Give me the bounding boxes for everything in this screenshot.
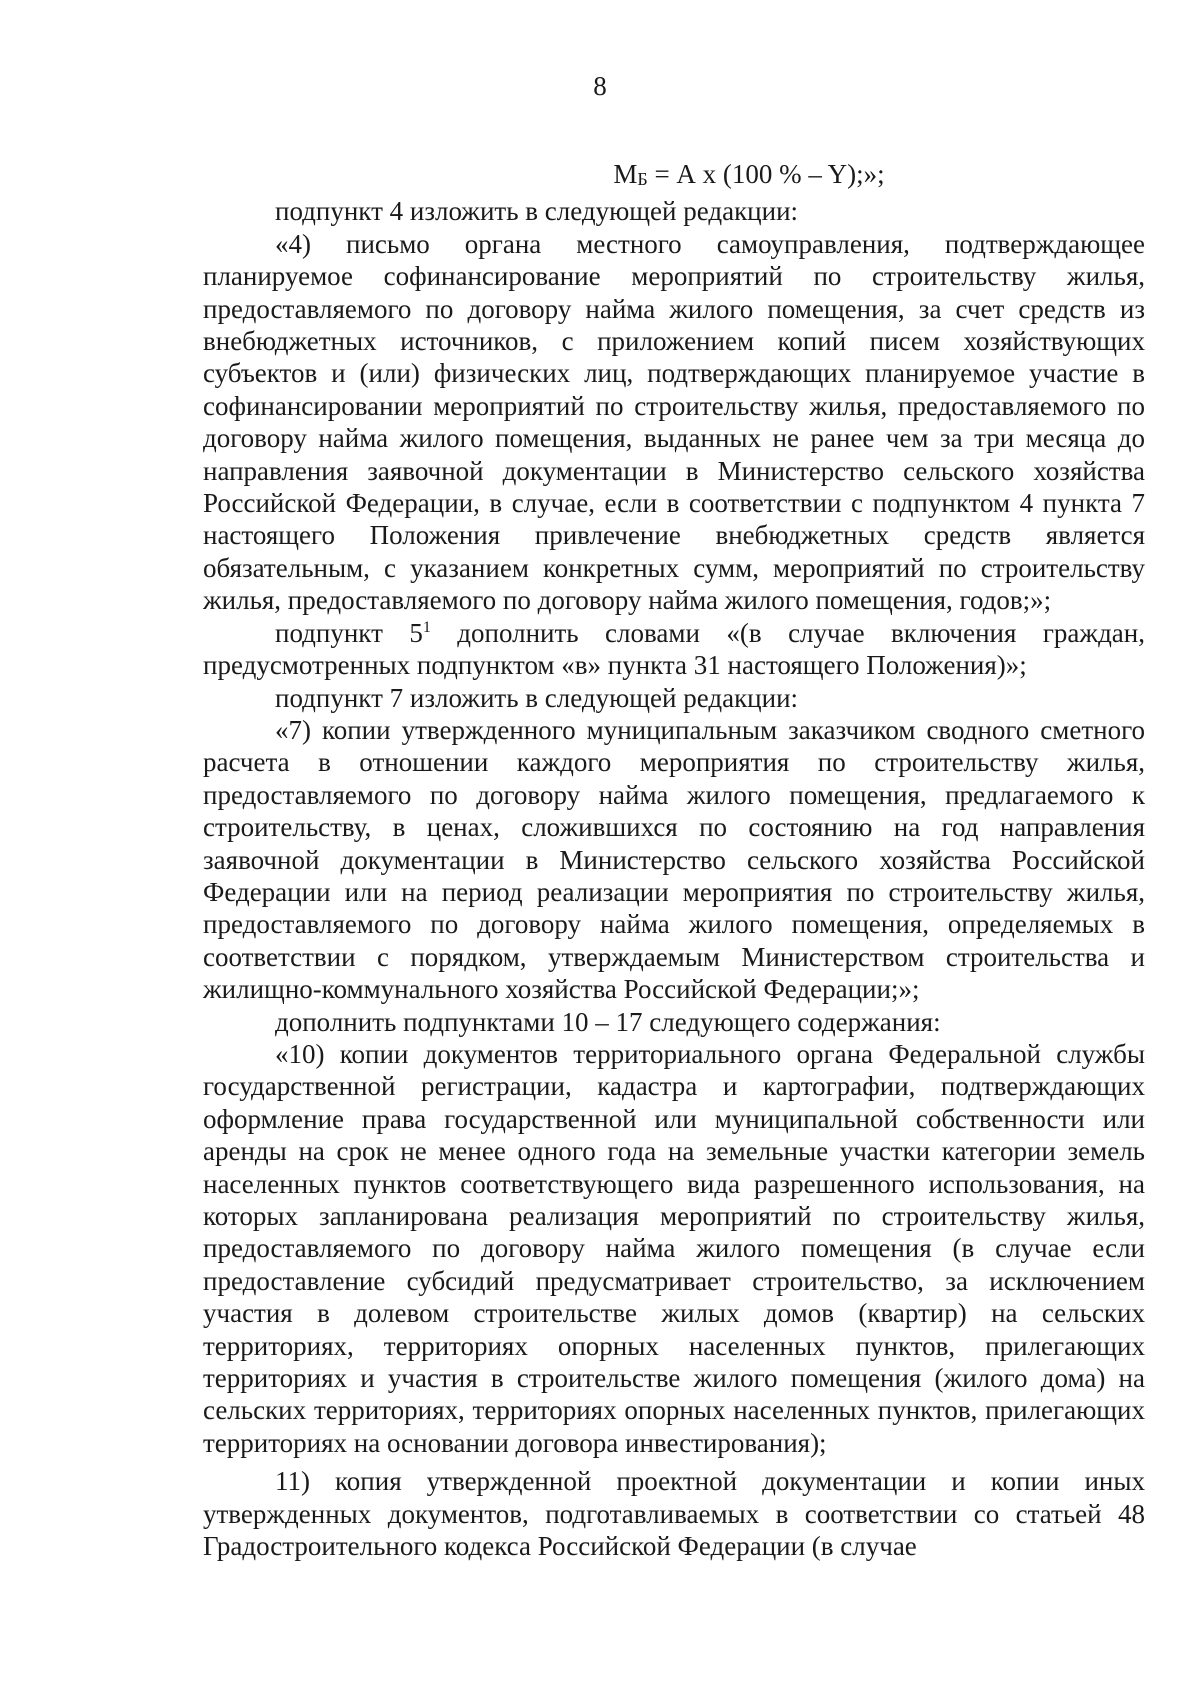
paragraph-subpoint-5-1 <box>203 617 1145 682</box>
paragraph-subpoint-7-intro: подпункт 7 изложить в следующей редакции: <box>275 682 799 713</box>
subpoint-5-label: подпункт 5 <box>275 617 423 648</box>
subpoint-5-text: дополнить словами «(в случае включения граждан, предусмотренных подпунктом «в» пункта 31 настоящего Положения)»; <box>203 617 1145 681</box>
paragraph-subpoints-10-17-intro: дополнить подпунктами 10 – 17 следующего содержания: <box>275 1006 941 1037</box>
document-body <box>203 158 1145 1562</box>
paragraph-subpoint-7-text: «7) копии утвержденного муниципальным заказчиком сводного сметного расчета в отношении каждого мероприятия по строительству жилья, предоставляемого по договору найма жилого помещения, предлагаемого к строительству, в ценах, сложившихся по состоянию на год направления заявочной документации в Министерство сельского хозяйства Российской Федерации или на период реализации мероприятия по строительству жилья, предоставляемого по договору найма жилого помещения, определяемых в соответствии с порядком, утверждаемым Министерством строительства и жилищно-коммунального хозяйства Российской Федерации;»; <box>203 714 1145 1005</box>
formula-rest: = А x (100 % – Y);»; <box>647 159 885 189</box>
formula <box>203 158 1145 195</box>
subpoint-5-superscript: 1 <box>422 618 431 636</box>
paragraph-subpoint-11-text: 11) копия утвержденной проектной документации и копии иных утвержденных документов, подготавливаемых в соответствии со статьей 48 Градостроительного кодекса Российской Федерации (в случае <box>203 1466 1145 1562</box>
formula-prefix: М <box>613 159 638 189</box>
paragraph-subpoint-4-text: «4) письмо органа местного самоуправления, подтверждающее планируемое софинансирование мероприятий по строительству жилья, предоставляемого по договору найма жилого помещения, за счет средств из внебюджетных источников, с приложением копий писем хозяйствующих субъектов и (или) физических лиц, подтверждающих планируемое участие в софинансировании мероприятий по строительству жилья, предоставляемого по договору найма жилого помещения, выданных не ранее чем за три месяца до направления заявочной документации в Министерство сельского хозяйства Российской Федерации, в случае, если в соответствии с подпунктом 4 пункта 7 настоящего Положения привлечение внебюджетных средств является обязательным, с указанием конкретных сумм, мероприятий по строительству жилья, предоставляемого по договору найма жилого помещения, годов;»; <box>203 228 1145 616</box>
page-number: 8 <box>593 71 607 101</box>
formula-subscript: Б <box>637 169 648 189</box>
paragraph-subpoint-10-text: «10) копии документов территориального органа Федеральной службы государственной регистрации, кадастра и картографии, подтверждающих оформление права государственной или муниципальной собственности или аренды на срок не менее одного года на земельные участки категории земель населенных пунктов соответствующего вида разрешенного использования, на которых запланирована реализация мероприятий по строительству жилья, предоставляемого по договору найма жилого помещения (в случае если предоставление субсидий предусматривает строительство, за исключением участия в долевом строительстве жилых домов (квартир) на сельских территориях, территориях опорных населенных пунктов, прилегающих территориях и участия в строительстве жилого помещения (жилого дома) на сельских территориях, территориях опорных населенных пунктов, прилегающих территориях на основании договора инвестирования); <box>203 1038 1145 1458</box>
paragraph-subpoint-4-intro: подпункт 4 изложить в следующей редакции: <box>275 196 799 227</box>
